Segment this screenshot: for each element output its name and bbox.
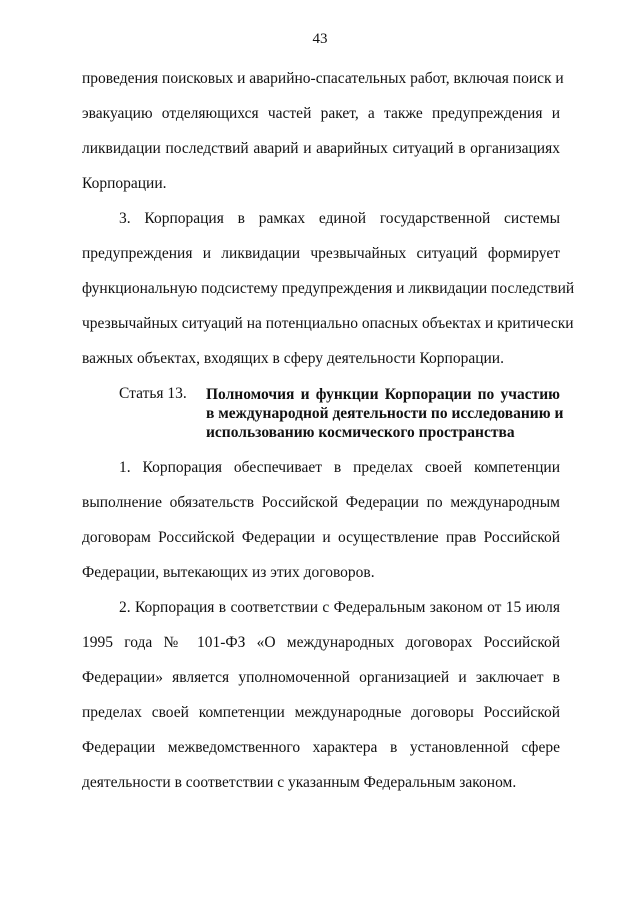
paragraph-line: предупреждения и ликвидации чрезвычайных ситуаций формирует	[82, 245, 560, 262]
paragraph-line: деятельности в соответствии с указанным Федеральным законом.	[82, 774, 517, 791]
paragraph-line: Корпорации.	[82, 175, 167, 192]
paragraph-line: Федерации» является уполномоченной организацией и заключает в	[82, 669, 560, 686]
paragraph-line: выполнение обязательств Российской Федерации по международным	[82, 494, 560, 511]
paragraph-line: проведения поисковых и аварийно-спасательных работ, включая поиск и	[82, 70, 564, 87]
paragraph-line: ликвидации последствий аварий и аварийных ситуаций в организациях	[82, 140, 560, 157]
paragraph-line: чрезвычайных ситуаций на потенциально опасных объектах и критически	[82, 315, 574, 332]
article-title-line: использованию космического пространства	[206, 424, 515, 441]
paragraph-line: пределах своей компетенции международные договоры Российской	[82, 704, 560, 721]
paragraph-line: договорам Российской Федерации и осуществление прав Российской	[82, 529, 560, 546]
article-title-line: Полномочия и функции Корпорации по участию	[206, 386, 560, 403]
article-label: Статья 13.	[119, 385, 187, 402]
paragraph-line: 1995 года № 101-ФЗ «О международных договорах Российской	[82, 634, 560, 651]
paragraph-line: 2. Корпорация в соответствии с Федеральным законом от 15 июля	[119, 599, 560, 616]
paragraph-line: эвакуацию отделяющихся частей ракет, а также предупреждения и	[82, 105, 560, 122]
paragraph-line: Федерации, вытекающих из этих договоров.	[82, 564, 375, 581]
paragraph-line: 3. Корпорация в рамках единой государственной системы	[119, 210, 560, 227]
paragraph-line: функциональную подсистему предупреждения и ликвидации последствий	[82, 280, 575, 297]
paragraph-line: важных объектах, входящих в сферу деятельности Корпорации.	[82, 350, 504, 367]
page-number: 43	[312, 31, 328, 47]
paragraph-line: Федерации межведомственного характера в установленной сфере	[82, 739, 560, 756]
paragraph-line: 1. Корпорация обеспечивает в пределах своей компетенции	[119, 459, 560, 476]
article-title-line: в международной деятельности по исследованию и	[206, 405, 564, 422]
